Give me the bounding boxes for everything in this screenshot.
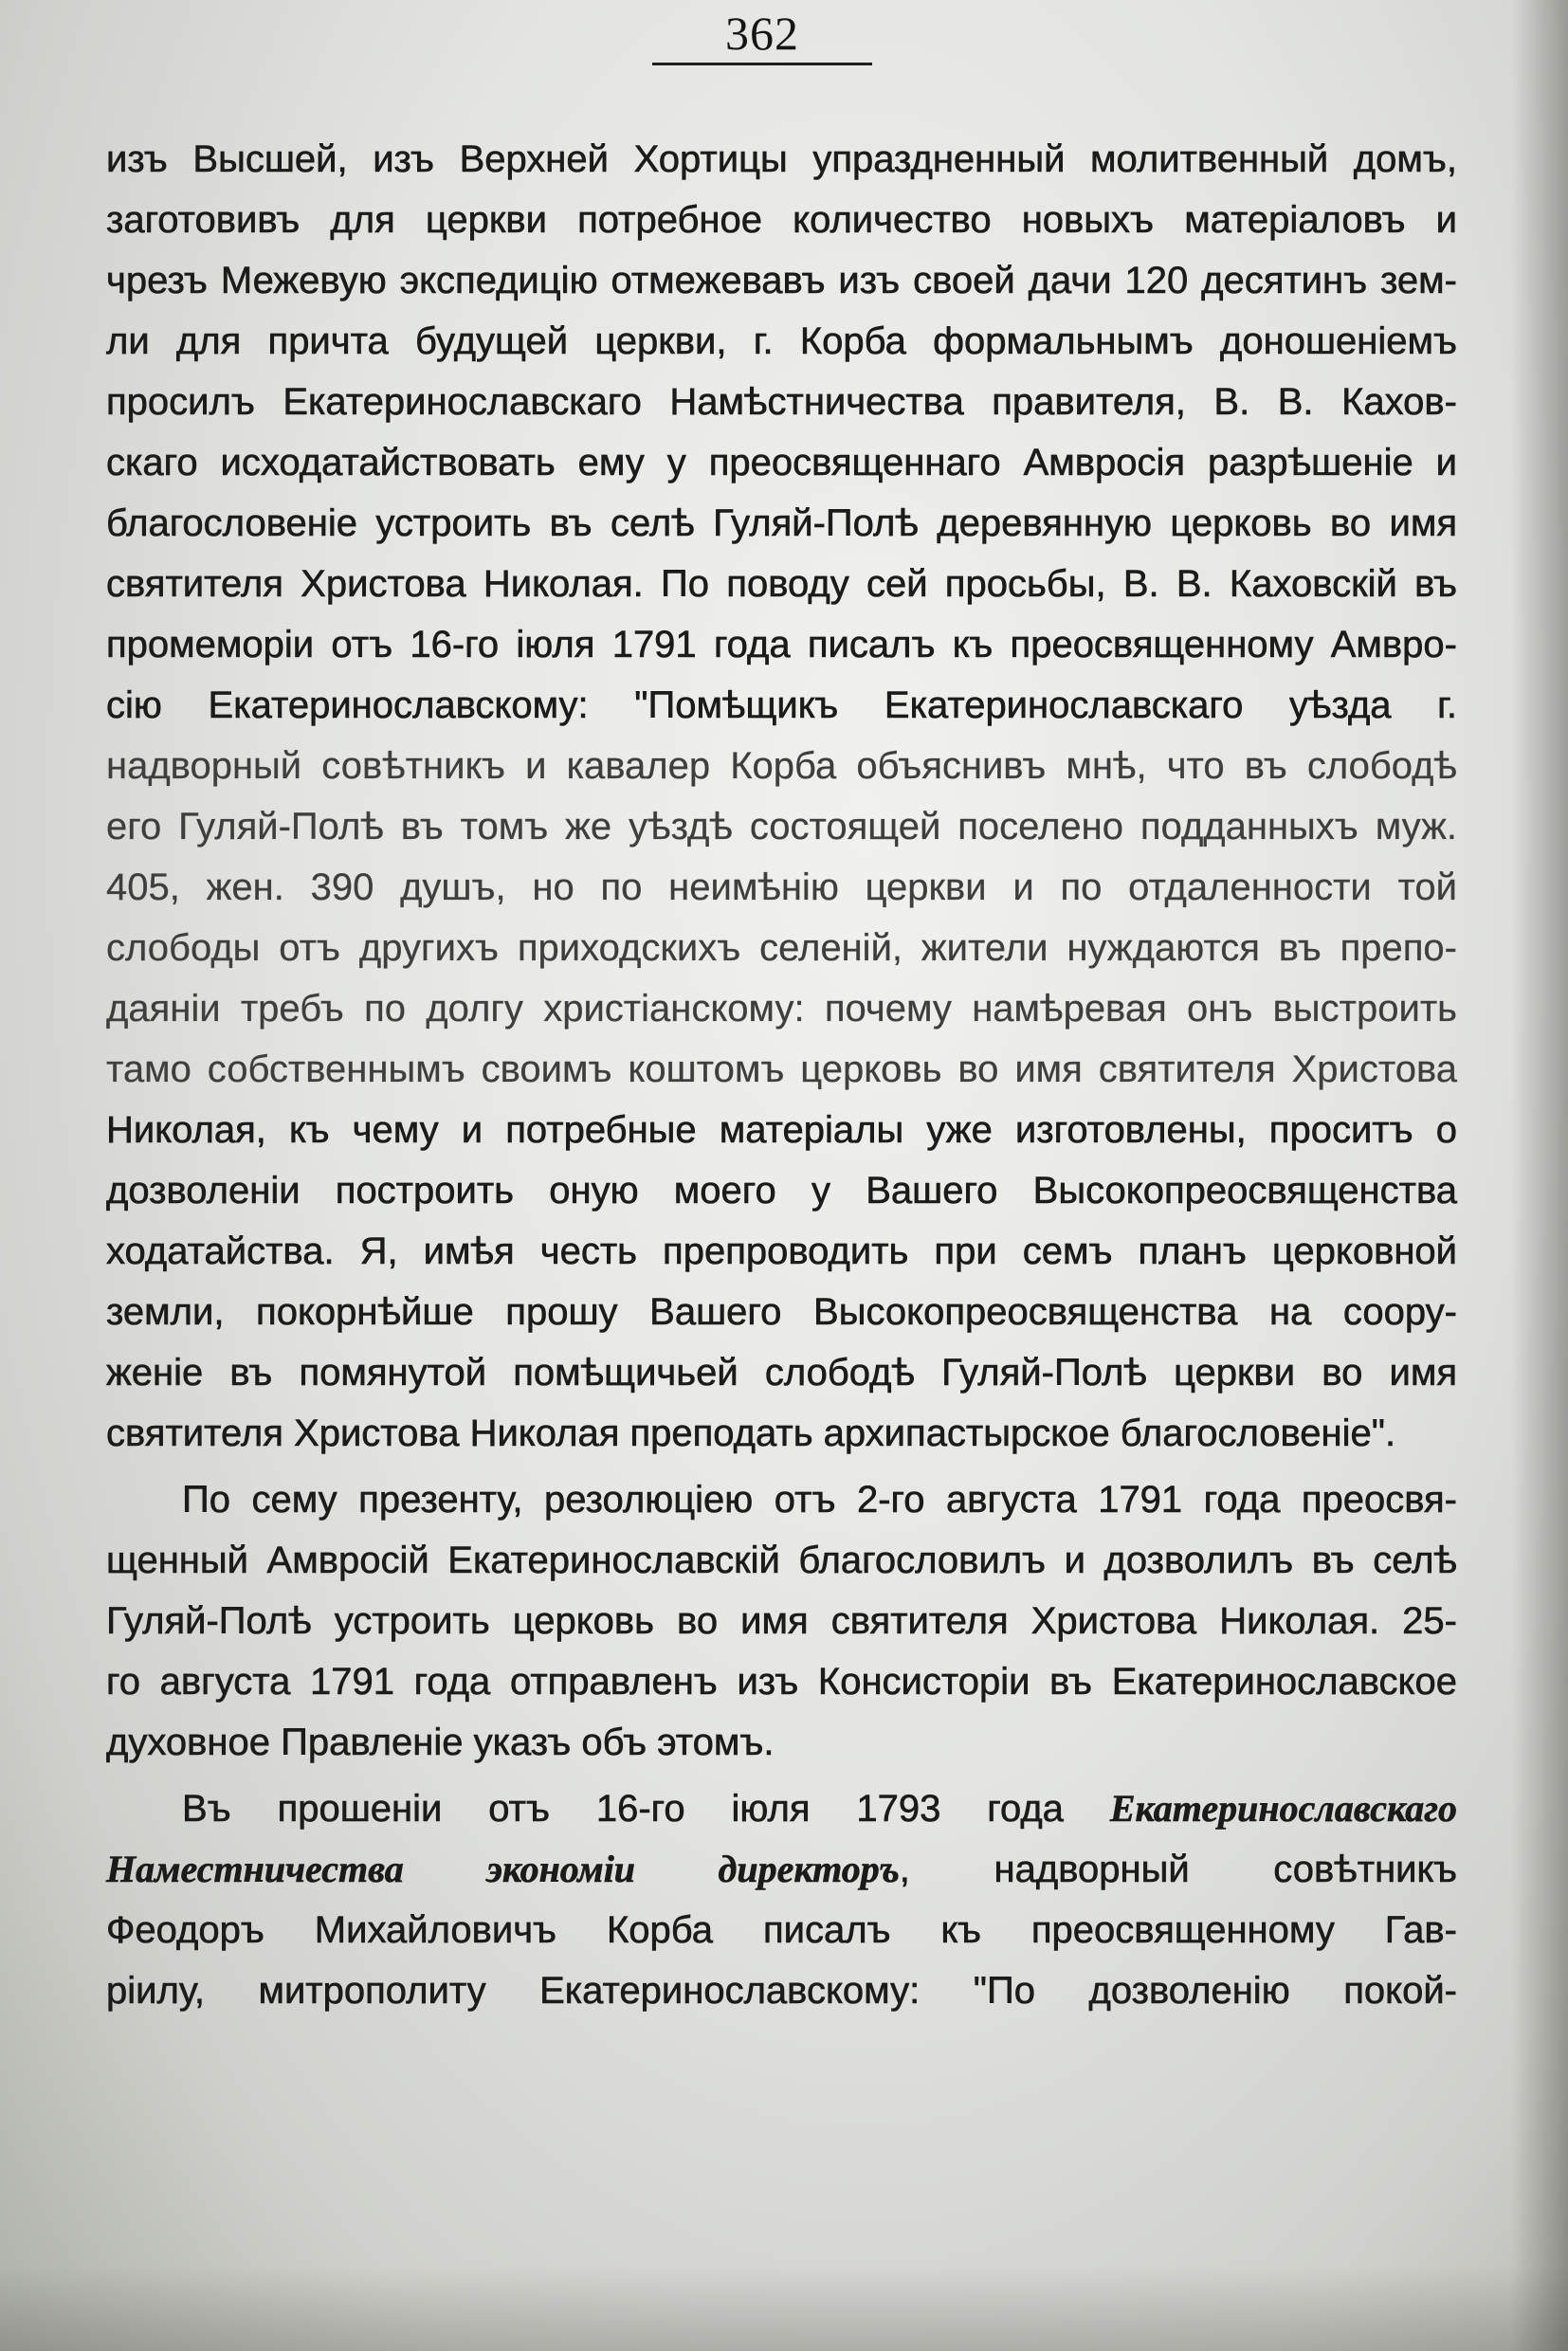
page-bottom-shadow — [0, 2266, 1568, 2351]
text-line: щенный Амвросій Екатеринославскій благословилъ и дозволилъ въ селѣ — [106, 1540, 1457, 1581]
text-line: даяніи требъ по долгу христіанскому: почему намѣревая онъ выстроить — [106, 988, 1457, 1030]
text-line: надворный совѣтникъ и кавалер Корба объяснивъ мнѣ, что въ слободѣ — [106, 745, 1457, 787]
text-line: изъ Высшей, изъ Верхней Хортицы упраздненный молитвенный домъ, — [106, 138, 1457, 180]
paragraph-first-line — [106, 1787, 1457, 1830]
text-line: слободы отъ другихъ приходскихъ селеній, жители нуждаются въ препо- — [106, 927, 1457, 969]
text-line: скаго исходатайствовать ему у преосвященнаго Амвросія разрѣшеніе и — [106, 442, 1457, 483]
text-line: ріилу, митрополиту Екатеринославскому: "По дозволенію покой- — [106, 1970, 1457, 2012]
text-line: сію Екатеринославскому: "Помѣщикъ Екатеринославскаго уѣзда г. — [106, 684, 1457, 726]
text-segment: , надворный совѣтникъ — [899, 1849, 1457, 1890]
text-line: благословеніе устроить въ селѣ Гуляй-Полѣ деревянную церковь во имя — [106, 502, 1457, 544]
text-line: святителя Христова Николая. По поводу сей просьбы, В. В. Каховскій въ — [106, 563, 1457, 605]
text-segment: Въ прошеніи отъ 16-го іюля 1793 года — [182, 1788, 1064, 1830]
text-line: ли для причта будущей церкви, г. Корба формальнымъ доношеніемъ — [106, 320, 1457, 362]
text-line: 405, жен. 390 душъ, но по неимѣнію церкви и по отдаленности той — [106, 866, 1457, 908]
text-line: его Гуляй-Полѣ въ томъ же уѣздѣ состоящей поселено подданныхъ муж. — [106, 806, 1457, 847]
text-line: Феодоръ Михайловичъ Корба писалъ къ преосвященному Гав- — [106, 1909, 1457, 1951]
text-line: Гуляй-Полѣ устроить церковь во имя святителя Христова Николая. 25- — [106, 1600, 1457, 1642]
text-line: духовное Правленіе указъ объ этомъ. — [106, 1722, 775, 1763]
text-line: просилъ Екатеринославскаго Намѣстничества правителя, В. В. Кахов- — [106, 381, 1457, 423]
text-line: Николая, къ чему и потребные матеріалы уже изготовлены, проситъ о — [106, 1109, 1457, 1151]
paragraph-first-line: По сему презенту, резолюціею отъ 2-го августа 1791 года преосвя- — [182, 1479, 1457, 1521]
italic-emphasis: Екатеринославскаго — [1109, 1787, 1457, 1830]
page-edge-shadow — [1511, 0, 1568, 2351]
header-rule — [652, 63, 872, 65]
text-line: земли, покорнѣйше прошу Вашего Высокопреосвященства на соору- — [106, 1291, 1457, 1333]
text-line: женіе въ помянутой помѣщичьей слободѣ Гуляй-Полѣ церкви во имя — [106, 1352, 1457, 1394]
page-header — [652, 6, 872, 65]
italic-emphasis: Наместничества экономіи директоръ — [106, 1848, 900, 1890]
text-line: чрезъ Межевую экспедицію отмежевавъ изъ своей дачи 120 десятинъ зем- — [106, 260, 1457, 301]
text-line: тамо собственнымъ своимъ коштомъ церковь во имя святителя Христова — [106, 1048, 1457, 1090]
text-line: ходатайства. Я, имѣя честь препроводить при семъ планъ церковной — [106, 1230, 1457, 1272]
text-line: го августа 1791 года отправленъ изъ Консисторіи въ Екатеринославское — [106, 1661, 1457, 1703]
page-number: 362 — [725, 7, 799, 60]
text-line: промеморіи отъ 16-го іюля 1791 года писалъ къ преосвященному Амвро- — [106, 624, 1457, 665]
text-line: дозволеніи построить оную моего у Вашего Высокопреосвященства — [106, 1170, 1457, 1212]
page-body-text — [106, 140, 1457, 2010]
text-line: заготовивъ для церкви потребное количество новыхъ матеріаловъ и — [106, 199, 1457, 241]
text-line: святителя Христова Николая преподать архипастырское благословеніе". — [106, 1412, 1396, 1454]
text-line — [106, 1850, 1457, 1888]
